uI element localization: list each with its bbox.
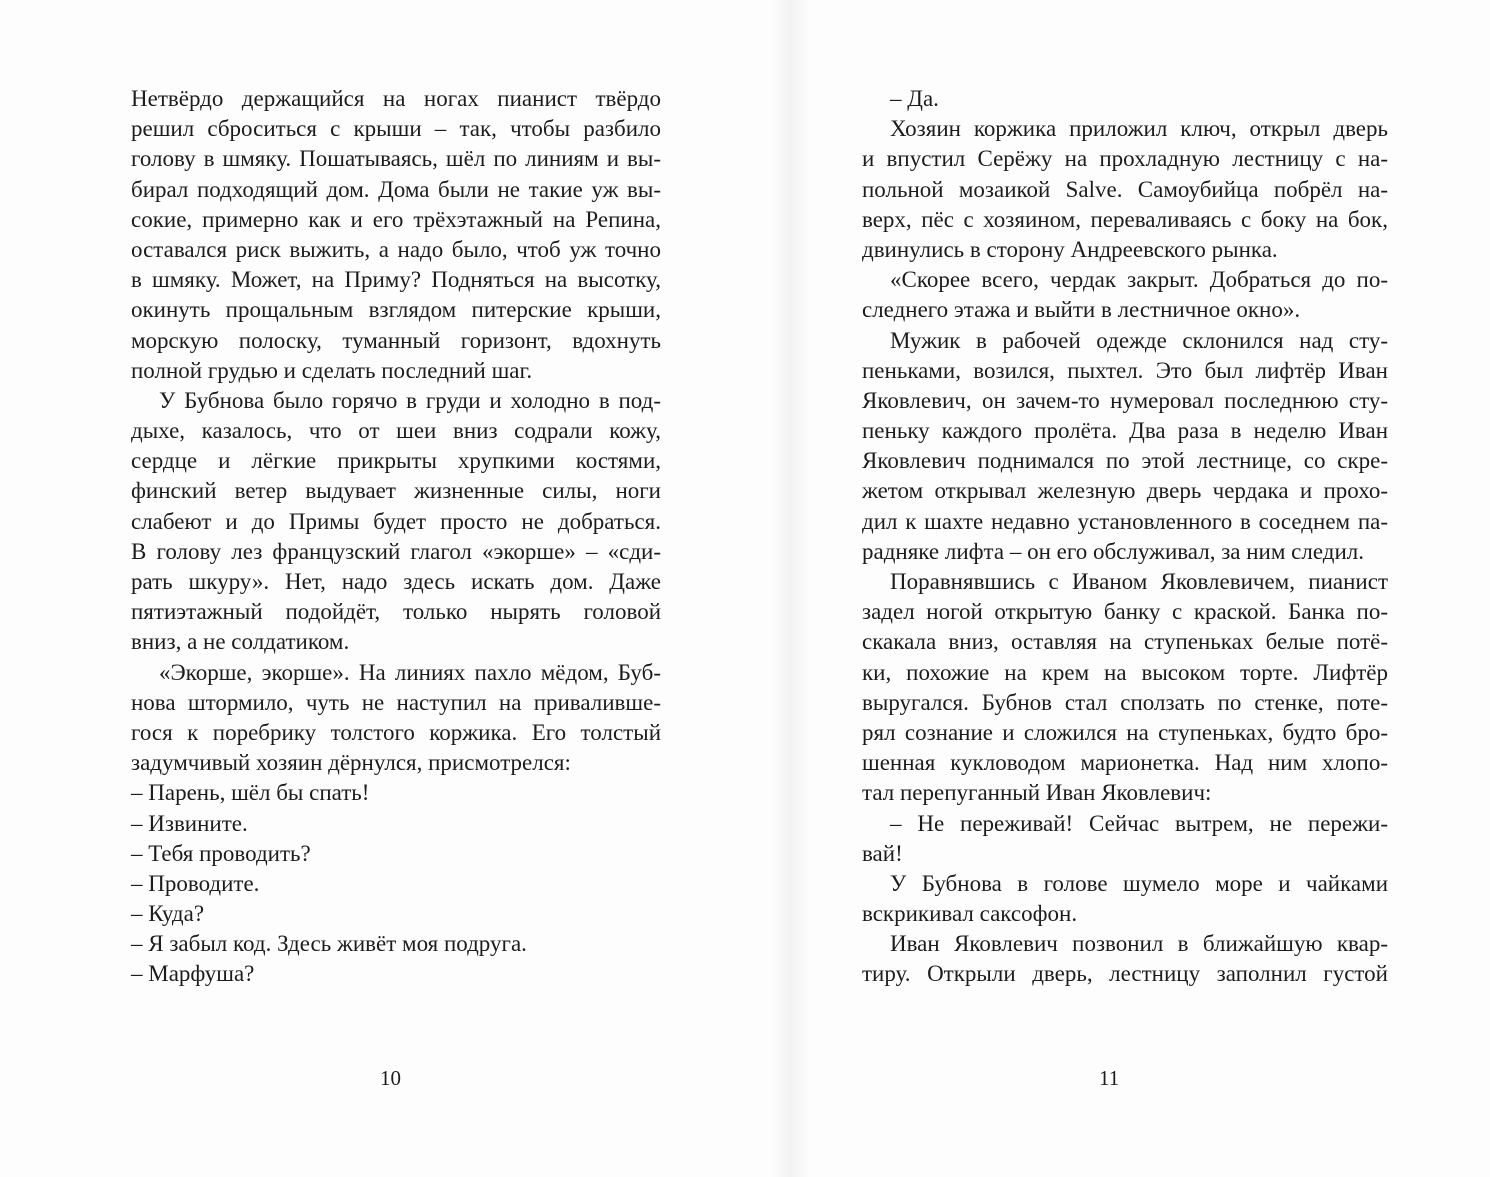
left-page-text [131, 84, 661, 990]
page-number-left: 10 [380, 1066, 401, 1090]
text-line: польной мозаикой Salve. Самоубийца побрёл на- [862, 176, 1388, 202]
text-line: пеньками, возился, пыхтел. Это был лифтёр Иван [862, 357, 1388, 383]
text-line: в шмяку. Может, на Приму? Подняться на высотку, [131, 267, 661, 293]
text-line: рял сознание и сложился на ступеньках, будто бро- [862, 719, 1388, 745]
text-line: – Не переживай! Сейчас вытрем, не пережи- [890, 810, 1388, 836]
text-line: задумчивый хозяин дёрнулся, присмотрелся: [131, 750, 571, 776]
text-line: Хозяин коржика приложил ключ, открыл дверь [890, 116, 1388, 142]
text-line: В голову лез французский глагол «экорше» – «сди- [131, 538, 661, 564]
text-line: тиру. Открыли дверь, лестницу заполнил густой [862, 961, 1388, 987]
text-line: – Да. [890, 86, 939, 111]
text-line: шенная кукловодом марионетка. Над ним хлопо- [862, 750, 1388, 776]
text-line: – Извините. [131, 810, 248, 836]
text-line: нова штормило, чуть не наступил на приваливше- [131, 689, 661, 715]
text-line: двинулись в сторону Андреевского рынка. [862, 236, 1278, 262]
text-line: бирал подходящий дом. Дома были не такие уж вы- [131, 176, 661, 202]
text-line: У Бубнова в голове шумело море и чайками [890, 870, 1388, 896]
text-line: – Куда? [131, 901, 205, 927]
text-line: вниз, а не солдатиком. [131, 629, 350, 655]
text-line: Поравнявшись с Иваном Яковлевичем, пианист [890, 569, 1388, 594]
text-line: финский ветер выдувает жизненные силы, ноги [131, 478, 661, 504]
text-line: задел ногой открытую банку с краской. Банка по- [862, 599, 1388, 625]
text-line: решил сброситься с крыши – так, чтобы разбило [131, 116, 661, 142]
book-gutter [770, 0, 810, 1177]
text-line: слабеют и до Примы будет просто не добраться. [131, 508, 661, 534]
text-line: пеньку каждого пролёта. Два раза в неделю Иван [862, 418, 1388, 444]
text-line: верх, пёс с хозяином, переваливаясь с боку на бок, [862, 206, 1388, 232]
text-line: вскрикивал саксофон. [862, 901, 1078, 927]
text-line: – Парень, шёл бы спать! [131, 780, 370, 806]
text-line: – Я забыл код. Здесь живёт моя подруга. [131, 931, 527, 957]
text-line: тал перепуганный Иван Яковлевич: [862, 780, 1212, 806]
text-line: ки, похожие на крем на высоком торте. Лифтёр [862, 659, 1388, 685]
text-line: сердце и лёгкие прикрыты хрупкими костями, [131, 448, 661, 474]
text-line: Яковлевич, он зачем-то нумеровал последнюю сту- [862, 387, 1388, 413]
text-line: вай! [862, 840, 903, 866]
text-line: – Марфуша? [131, 961, 255, 987]
text-line: радняке лифта – он его обслуживал, за ним следил. [862, 538, 1364, 564]
text-line: оставался риск выжить, а надо было, чтоб уж точно [131, 236, 661, 262]
text-line: «Скорее всего, чердак закрыт. Добраться до по- [890, 267, 1388, 293]
text-line: У Бубнова было горячо в груди и холодно в под- [159, 387, 661, 413]
text-line: рать шкуру». Нет, надо здесь искать дом. Даже [131, 569, 661, 594]
text-line: следнего этажа и выйти в лестничное окно». [862, 297, 1301, 323]
text-line: Мужик в рабочей одежде склонился над сту- [890, 327, 1388, 353]
text-line: и впустил Серёжу на прохладную лестницу с на- [862, 146, 1388, 172]
text-line: Нетвёрдо держащийся на ногах пианист твёрдо [131, 86, 661, 111]
text-line: «Экорше, экорше». На линиях пахло мёдом, Буб- [159, 659, 661, 685]
text-line: сокие, примерно как и его трёхэтажный на Репина, [131, 206, 661, 232]
page-number-right: 11 [1099, 1066, 1120, 1090]
text-line: выругался. Бубнов стал сползать по стенке, поте- [862, 689, 1388, 715]
text-line: морскую полоску, туманный горизонт, вдохнуть [131, 327, 661, 353]
text-line: пятиэтажный подойдёт, только нырять головой [131, 599, 661, 625]
text-line: Иван Яковлевич позвонил в ближайшую квар- [890, 931, 1388, 957]
text-line: скакала вниз, оставляя на ступеньках белые потё- [862, 629, 1388, 655]
text-line: Яковлевич поднимался по этой лестнице, со скре- [862, 448, 1388, 474]
text-line: гося к поребрику толстого коржика. Его толстый [131, 719, 661, 745]
right-page-text [862, 84, 1388, 990]
text-line: дил к шахте недавно установленного в соседнем па- [862, 508, 1388, 534]
text-line: полной грудью и сделать последний шаг. [131, 357, 533, 383]
text-line: – Тебя проводить? [131, 840, 311, 866]
text-line: жетом открывал железную дверь чердака и прохо- [862, 478, 1388, 504]
text-line: голову в шмяку. Пошатываясь, шёл по линиям и вы- [131, 146, 661, 172]
text-line: окинуть прощальным взглядом питерские крыши, [131, 297, 661, 323]
text-line: дыхе, казалось, что от шеи вниз содрали кожу, [131, 418, 661, 444]
text-line: – Проводите. [131, 870, 260, 896]
